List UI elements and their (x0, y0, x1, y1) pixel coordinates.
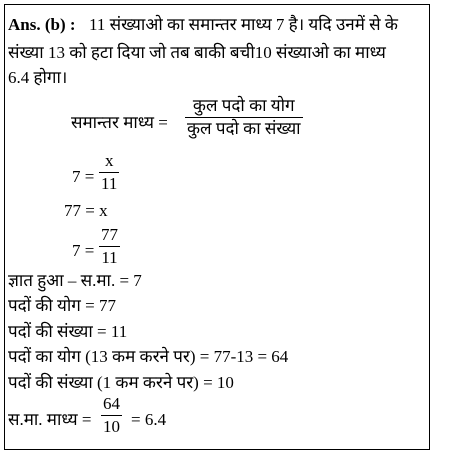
step1-denominator: 11 (101, 174, 118, 193)
step3-numerator: 77 (101, 225, 118, 244)
fact-5: पदों की संख्या (1 कम करने पर) = 10 (8, 373, 234, 392)
fact-4: पदों का योग (13 कम करने पर) = 77-13 = 64 (8, 347, 289, 366)
fact-6-lhs: स.मा. माध्य = (8, 410, 92, 429)
answer-line-3: 6.4 होगा। (8, 68, 68, 87)
step1-lhs: 7 = (72, 167, 95, 186)
fact-6-fraction (101, 394, 122, 437)
answer-box (4, 4, 430, 450)
fact-3: पदों की संख्या = 11 (8, 322, 128, 341)
step3-fraction (99, 225, 120, 268)
answer-line-1: 11 संख्याओ का समान्तर माध्य 7 है। यदि उनमें से के (89, 15, 398, 34)
fact-6-denominator: 10 (103, 417, 120, 436)
step1-numerator: x (104, 151, 114, 170)
formula-numerator: कुल पदो का योग (192, 96, 295, 115)
fact-1: ज्ञात हुआ – स.मा. = 7 (8, 271, 142, 290)
fraction-bar (185, 117, 303, 118)
fact-2: पदों की योग = 77 (8, 296, 116, 315)
fact-6-rhs: = 6.4 (131, 410, 167, 429)
fraction-bar (99, 246, 120, 247)
step3-denominator: 11 (101, 248, 118, 267)
step1-fraction (99, 151, 119, 194)
fact-6-numerator: 64 (103, 394, 120, 413)
fraction-bar (99, 172, 119, 173)
formula-fraction (185, 96, 303, 139)
formula-lhs: समान्तर माध्य = (71, 113, 168, 132)
formula-denominator: कुल पदो का संख्या (187, 119, 301, 138)
answer-label: Ans. (b) : (8, 15, 76, 34)
step2: 77 = x (64, 201, 108, 220)
answer-line-2: संख्या 13 को हटा दिया जो तब बाकी बची10 संख्याओ का माध्य (8, 43, 386, 62)
fraction-bar (101, 415, 122, 416)
step3-lhs: 7 = (72, 241, 95, 260)
